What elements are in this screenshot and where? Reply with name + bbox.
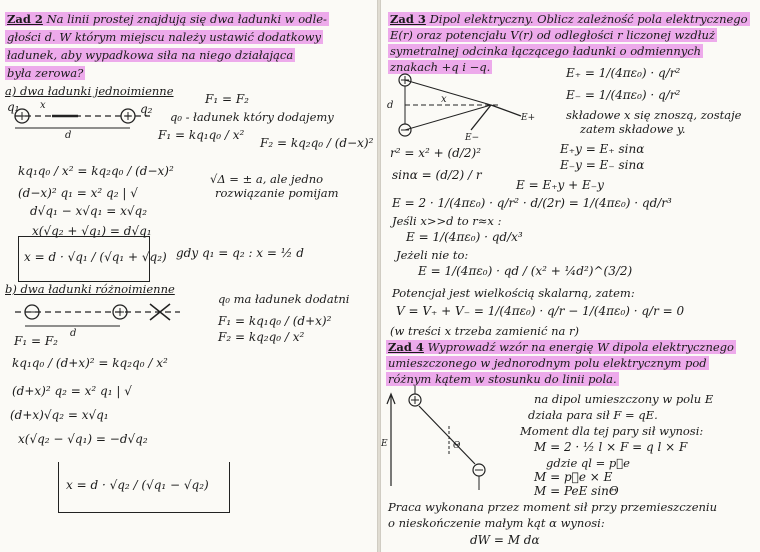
derivation-2: działa para sił F = qE. [528,408,658,422]
part-b-force-equality: F₁ = F₂ [14,334,58,348]
z3-text-1: Dipol elektryczny. Oblicz zależność pola elektrycznego [429,12,748,26]
svg-text:x: x [441,94,447,105]
e-far-field: E = 1/(4πε₀) · qd/x³ [406,230,523,244]
work-formula: dW = M dα [470,533,540,547]
e-full-formula: E = 2 · 1/(4πε₀) · q/r² · d/(2r) = 1/(4πε₀) · qd/r³ [392,196,672,210]
svg-text:Θ: Θ [453,441,461,451]
q0-note: q₀ - ładunek który dodajemy [170,110,334,124]
part-b-step-3: x(√q₂ − √q₁) = −d√q₂ [18,432,148,446]
part-b-result: x = d · √q₂ / (√q₁ − √q₂) [66,478,209,492]
part-b-f1: F₁ = kq₁q₀ / (d+x)² [218,314,332,328]
force-f2-formula: F₂ = kq₂q₀ / (d−x)² [260,136,374,150]
z2-text-2: głości d. W którym miejscu należy ustawić dodatkowy [7,30,321,44]
z2-text-1: Na linii prostej znajdują się dwa ładunki w odle- [46,12,327,26]
potential-sum: V = V₊ + V₋ = 1/(4πε₀) · q/r − 1/(4πε₀) · q/r = 0 [396,304,685,318]
task-2-label: Zad 2 [7,12,43,26]
z2-prompt-line-2 [5,30,323,44]
derivation-7: M = PeE sinΘ [534,484,619,498]
e-minus-formula: E₋ = 1/(4πε₀) · q/r² [566,88,681,102]
part-b-q0-note: q₀ ma ładunek dodatni [218,292,350,306]
root-note-1: √Δ = ± a, ale jedno [210,172,324,186]
far-field-condition: Jeśli x>>d to r≈x : [392,214,502,228]
z2-text-3: ładunek, aby wypadkowa siła na niego działająca [7,48,294,62]
part-a-equation: kq₁q₀ / x² = kq₂q₀ / (d−x)² [18,164,174,178]
e-sum: E = E₊y + E₋y [516,178,604,192]
part-a-square-step: (d−x)² q₁ = x² q₂ | √ [18,186,138,200]
z2-prompt-line-3 [5,48,295,62]
derivation-1: na dipol umieszczony w polu E [534,392,714,406]
work-line-2: o nieskończenie małym kąt α wynosi: [388,516,605,530]
z4-text-3: różnym kątem w stosunku do linii pola. [388,372,617,386]
z4-text-1: Wyprowadź wzór na energię W dipola elektrycznego [427,340,734,354]
force-f1-formula: F₁ = kq₁q₀ / x² [158,128,245,142]
substitution-note: (w treści x trzeba zamienić na r) [390,324,579,338]
part-a-step-1: d√q₁ − x√q₁ = x√q₂ [30,204,147,218]
work-line-1: Praca wykonana przez moment sił przy przemieszczeniu [388,500,718,514]
svg-text:x: x [40,100,46,111]
derivation-5: gdzie ql = p⃗e [546,456,630,470]
component-note-2: zatem składowe y. [580,122,686,136]
part-a-result: x = d · √q₁ / (√q₁ + √q₂) [24,250,167,264]
z4-text-2: umieszczonego w jednorodnym polu elektrycznym pod [388,356,707,370]
z4-prompt-line-2 [386,356,709,370]
part-a-force-equality: F₁ = F₂ [205,92,249,106]
z3-prompt-line-2 [388,28,717,42]
e-minus-y: E₋y = E₋ sinα [560,158,645,172]
derivation-4: M = 2 · ½ l × F = q l × F [534,440,688,454]
r-squared: r² = x² + (d/2)² [390,146,482,160]
z3-text-4: znakach +q i −q. [390,60,491,74]
svg-text:E−: E− [465,133,480,142]
svg-text:d: d [387,100,394,111]
z4-prompt-line-3 [386,372,619,386]
part-b-f2: F₂ = kq₂q₀ / x² [218,330,305,344]
derivation-3: Moment dla tej pary sił wynosi: [520,424,704,438]
charge-q1: q₁ [7,100,20,114]
potential-note: Potencjał jest wielkością skalarną, zatem: [392,286,635,300]
z3-text-3: symetralnej odcinka łączącego ładunki o odmiennych [390,44,702,58]
part-a-equal-charges: gdy q₁ = q₂ : x = ½ d [176,246,304,260]
z3-text-2: E(r) oraz potencjału V(r) od odległości r liczonej wzdłuż [390,28,715,42]
sin-alpha: sinα = (d/2) / r [392,168,482,182]
svg-text:d: d [70,328,77,339]
svg-text:E+: E+ [521,113,536,123]
root-note-2: rozwiązanie pomijam [215,186,339,200]
charge-q2: q₂ [140,102,153,116]
e-plus-formula: E₊ = 1/(4πε₀) · q/r² [566,66,681,80]
svg-text:d: d [65,130,72,141]
part-b-equation: kq₁q₀ / (d+x)² = kq₂q₀ / x² [12,356,168,370]
dipole-field-diagram [381,72,760,142]
e-plus-y: E₊y = E₊ sinα [560,142,645,156]
z2-text-4: była zerowa? [7,66,84,80]
task-3-label: Zad 3 [390,12,426,26]
component-note-1: składowe x się znoszą, zostaje [566,108,742,122]
e-exact: E = 1/(4πε₀) · qd / (x² + ¼d²)^(3/2) [418,264,633,278]
z4-prompt-line-1 [386,340,736,354]
z3-prompt-line-3 [388,44,703,58]
derivation-6: M = p⃗e × E [534,470,613,484]
svg-text:E: E [381,439,388,449]
near-field-condition: Jeżeli nie to: [396,248,469,262]
z3-prompt-line-1 [388,12,750,26]
part-b-step-2: (d+x)√q₂ = x√q₁ [10,408,109,422]
task-4-label: Zad 4 [388,340,424,354]
part-b-step-1: (d+x)² q₂ = x² q₁ | √ [12,384,132,398]
z2-prompt-line-1 [5,12,329,26]
z2-prompt-line-4 [5,66,85,80]
part-a-title: a) dwa ładunki jednoimienne [5,84,174,98]
part-a-step-2: x(√q₂ + √q₁) = d√q₁ [32,224,152,238]
part-b-title: b) dwa ładunki różnoimienne [5,282,175,296]
